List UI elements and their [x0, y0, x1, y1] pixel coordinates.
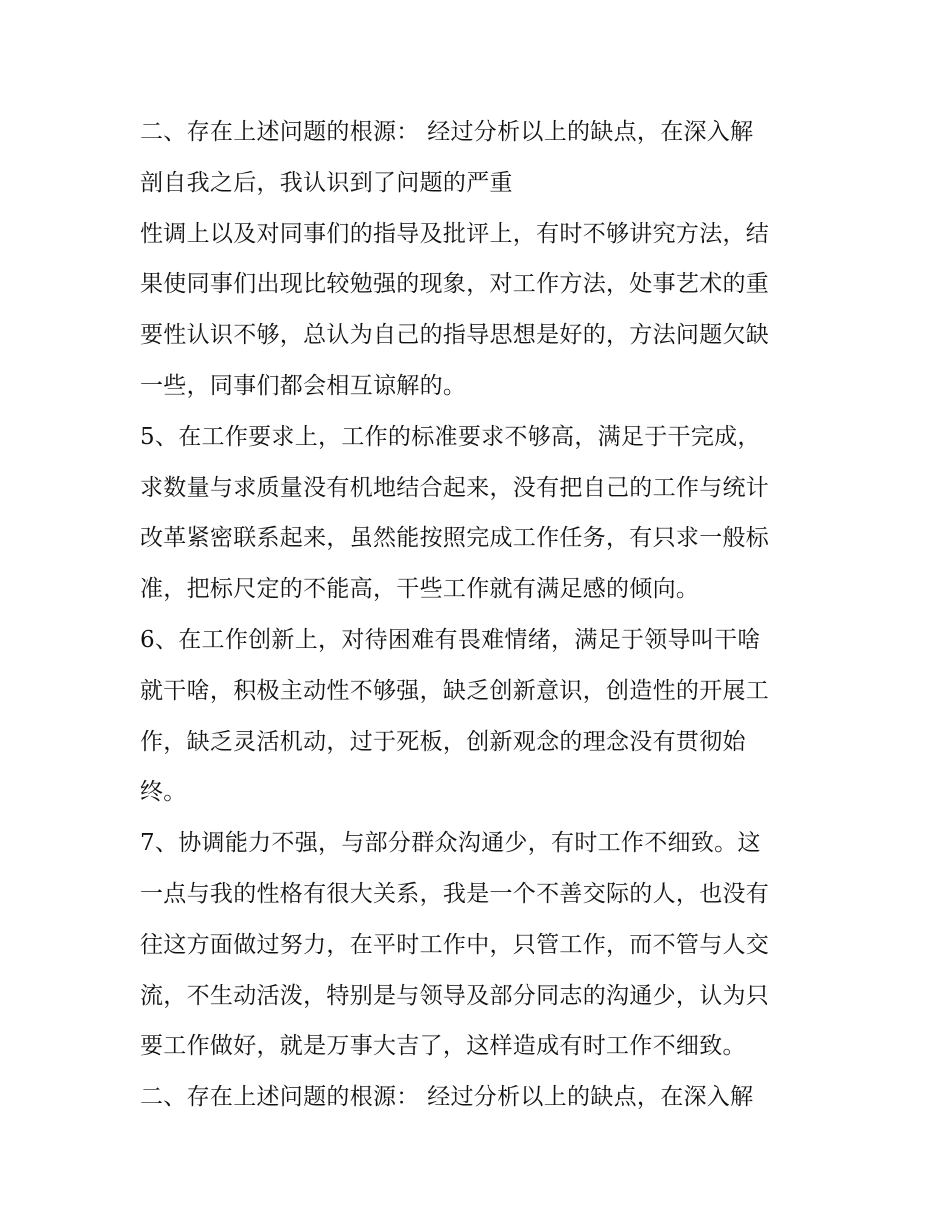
text-line: 流，不生动活泼，特别是与领导及部分同志的沟通少，认为只 [140, 982, 770, 1009]
text-line: 一点与我的性格有很大关系，我是一个不善交际的人，也没有 [140, 880, 770, 907]
text-line: 就干啥，积极主动性不够强，缺乏创新意识，创造性的开展工 [140, 677, 770, 704]
text-line: 剖自我之后，我认识到了问题的严重 [140, 169, 513, 196]
text-line: 5、在工作要求上，工作的标准要求不够高，满足于干完成， [140, 423, 761, 450]
text-line: 改革紧密联系起来，虽然能按照完成工作任务，有只求一般标 [140, 525, 770, 552]
text-line: 要性认识不够，总认为自己的指导思想是好的，方法问题欠缺 [140, 322, 770, 349]
text-line: 7、协调能力不强，与部分群众沟通少，有时工作不细致。这 [140, 830, 761, 857]
text-line: 终。 [140, 779, 187, 806]
text-line: 二、存在上述问题的根源： 经过分析以上的缺点，在深入解 [140, 119, 754, 145]
text-line: 一些，同事们都会相互谅解的。 [140, 372, 467, 399]
text-line: 二、存在上述问题的根源： 经过分析以上的缺点，在深入解 [140, 1084, 754, 1111]
text-line: 6、在工作创新上，对待困难有畏难情绪，满足于领导叫干啥 [140, 626, 761, 653]
text-line: 要工作做好，就是万事大吉了，这样造成有时工作不细致。 [140, 1033, 746, 1060]
text-line: 往这方面做过努力，在平时工作中，只管工作，而不管与人交 [140, 931, 770, 958]
document-body [140, 107, 820, 1123]
text-line: 作，缺乏灵活机动，过于死板，创新观念的理念没有贯彻始 [140, 728, 746, 755]
text-line: 求数量与求质量没有机地结合起来，没有把自己的工作与统计 [140, 474, 770, 501]
text-line: 果使同事们出现比较勉强的现象，对工作方法，处事艺术的重 [140, 271, 770, 298]
text-line: 性调上以及对同事们的指导及批评上，有时不够讲究方法，结 [140, 220, 770, 247]
text-line: 准，把标尺定的不能高，干些工作就有满足感的倾向。 [140, 576, 700, 603]
